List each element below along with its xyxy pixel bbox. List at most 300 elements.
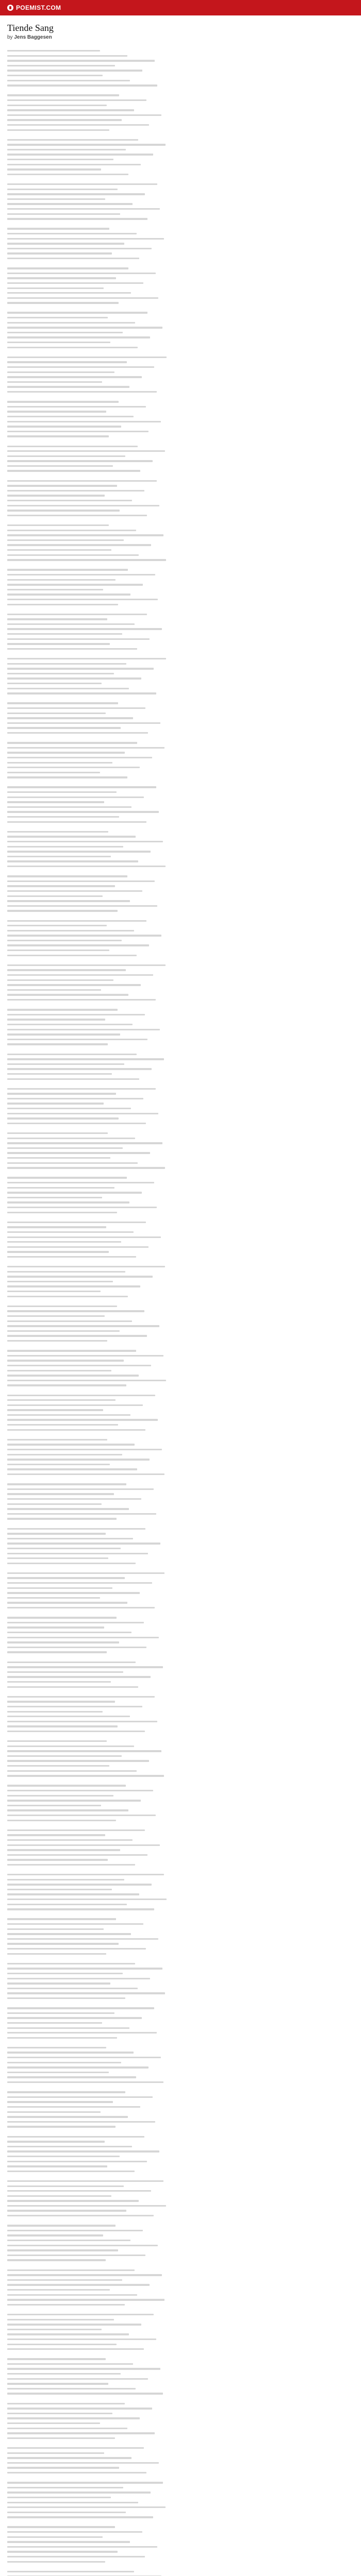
poem-stanza bbox=[7, 182, 354, 222]
poem-line-text-placeholder bbox=[7, 84, 157, 86]
poem-line-text-placeholder bbox=[7, 2091, 125, 2093]
poem-line bbox=[7, 681, 354, 686]
poem-line bbox=[7, 271, 354, 276]
poem-stanza bbox=[7, 2312, 354, 2352]
poem-line bbox=[7, 815, 354, 820]
poem-line-text-placeholder bbox=[7, 1201, 129, 1203]
poem-line bbox=[7, 2465, 354, 2470]
poem-line-text-placeholder bbox=[7, 1162, 138, 1164]
poem-line bbox=[7, 1600, 354, 1605]
poem-line-text-placeholder bbox=[7, 2195, 111, 2197]
poem-line bbox=[7, 1813, 354, 1818]
poem-line-text-placeholder bbox=[7, 2240, 130, 2241]
poem-stanza bbox=[7, 1131, 354, 1171]
poem-stanza bbox=[7, 1828, 354, 1868]
poem-stanza bbox=[7, 523, 354, 563]
poem-line-text-placeholder bbox=[7, 1147, 123, 1149]
poem-line bbox=[7, 1892, 354, 1897]
poem-line bbox=[7, 78, 354, 83]
poem-line-text-placeholder bbox=[7, 1271, 125, 1273]
poem-line bbox=[7, 187, 354, 192]
poem-line bbox=[7, 296, 354, 301]
poem-line bbox=[7, 384, 354, 389]
poem-line-text-placeholder bbox=[7, 2428, 127, 2429]
poem-line-text-placeholder bbox=[7, 2536, 103, 2538]
poem-line bbox=[7, 1971, 354, 1976]
poem-line bbox=[7, 1783, 354, 1788]
poem-line-text-placeholder bbox=[7, 2393, 163, 2394]
poem-line bbox=[7, 98, 354, 103]
poem-line-text-placeholder bbox=[7, 213, 120, 215]
poem-line-text-placeholder bbox=[7, 2269, 135, 2271]
poem-line-text-placeholder bbox=[7, 2101, 113, 2103]
poem-line-text-placeholder bbox=[7, 1548, 121, 1549]
poem-line bbox=[7, 745, 354, 751]
poem-line-text-placeholder bbox=[7, 2284, 150, 2285]
poem-line-text-placeholder bbox=[7, 994, 128, 995]
poem-line bbox=[7, 1422, 354, 1428]
poem-line-text-placeholder bbox=[7, 129, 109, 131]
poem-line bbox=[7, 236, 354, 242]
poem-line-text-placeholder bbox=[7, 2437, 115, 2439]
poem-line bbox=[7, 207, 354, 212]
poem-stanza bbox=[7, 1660, 354, 1690]
poem-line-text-placeholder bbox=[7, 1073, 112, 1075]
poem-line-text-placeholder bbox=[7, 866, 166, 867]
poem-line-text-placeholder bbox=[7, 1533, 106, 1534]
poem-line bbox=[7, 953, 354, 958]
poem-line bbox=[7, 533, 354, 538]
poem-line bbox=[7, 1620, 354, 1625]
poem-line bbox=[7, 2302, 354, 2308]
poem-line-text-placeholder bbox=[7, 604, 118, 605]
poem-line bbox=[7, 464, 354, 469]
poem-line-text-placeholder bbox=[7, 80, 130, 81]
poem-line bbox=[7, 2070, 354, 2075]
poem-line-text-placeholder bbox=[7, 841, 163, 842]
poem-line bbox=[7, 992, 354, 997]
poem-line bbox=[7, 2159, 354, 2164]
poem-line-text-placeholder bbox=[7, 851, 151, 852]
poem-line-text-placeholder bbox=[7, 174, 128, 175]
poem-line-text-placeholder bbox=[7, 366, 154, 368]
poem-line-text-placeholder bbox=[7, 1557, 108, 1559]
poem-line bbox=[7, 1116, 354, 1121]
poem-line bbox=[7, 1931, 354, 1937]
poem-line bbox=[7, 1333, 354, 1338]
poem-line bbox=[7, 212, 354, 217]
poem-line-text-placeholder bbox=[7, 717, 133, 719]
poem-line-text-placeholder bbox=[7, 1632, 132, 1633]
poem-line-text-placeholder bbox=[7, 683, 102, 684]
poem-line-text-placeholder bbox=[7, 2072, 109, 2073]
poem-line-text-placeholder bbox=[7, 2076, 136, 2078]
poem-line-text-placeholder bbox=[7, 1617, 117, 1618]
poem-line-text-placeholder bbox=[7, 1839, 133, 1841]
poem-line bbox=[7, 375, 354, 380]
poem-stanza bbox=[7, 1393, 354, 1433]
poem-line-text-placeholder bbox=[7, 1503, 102, 1505]
poem-line-text-placeholder bbox=[7, 277, 116, 279]
poem-line-text-placeholder bbox=[7, 979, 113, 981]
poem-line bbox=[7, 2273, 354, 2278]
poem-line bbox=[7, 2381, 354, 2386]
poem-line-text-placeholder bbox=[7, 2333, 129, 2335]
poem-line-text-placeholder bbox=[7, 569, 128, 570]
poem-line bbox=[7, 370, 354, 375]
poem-line-text-placeholder bbox=[7, 1058, 164, 1060]
poem-line-text-placeholder bbox=[7, 1893, 139, 1895]
poem-stanza bbox=[7, 1304, 354, 1344]
poem-line bbox=[7, 928, 354, 934]
poem-line-text-placeholder bbox=[7, 1370, 111, 1371]
poem-line-text-placeholder bbox=[7, 287, 104, 289]
poem-line-text-placeholder bbox=[7, 1404, 143, 1406]
poem-line bbox=[7, 1373, 354, 1378]
poem-line-text-placeholder bbox=[7, 2185, 124, 2187]
poem-line-text-placeholder bbox=[7, 2032, 157, 2033]
poem-line bbox=[7, 1413, 354, 1418]
poem-line-text-placeholder bbox=[7, 1884, 152, 1885]
poem-line-text-placeholder bbox=[7, 742, 137, 743]
poem-line-text-placeholder bbox=[7, 1236, 161, 1238]
poem-line bbox=[7, 1862, 354, 1868]
poem-line bbox=[7, 938, 354, 943]
poem-line-text-placeholder bbox=[7, 1800, 141, 1801]
poem-line bbox=[7, 2337, 354, 2342]
poem-line-text-placeholder bbox=[7, 470, 140, 471]
poem-line-text-placeholder bbox=[7, 347, 138, 348]
poem-line-text-placeholder bbox=[7, 2022, 102, 2024]
poem-line bbox=[7, 157, 354, 162]
poem-line-text-placeholder bbox=[7, 203, 133, 205]
poem-line-text-placeholder bbox=[7, 831, 108, 833]
poem-line bbox=[7, 711, 354, 716]
poem-line bbox=[7, 1032, 354, 1037]
poem-line-text-placeholder bbox=[7, 297, 158, 299]
poem-line bbox=[7, 587, 354, 592]
poem-line bbox=[7, 380, 354, 385]
poem-line bbox=[7, 637, 354, 642]
poem-line bbox=[7, 1922, 354, 1927]
poem-line bbox=[7, 1843, 354, 1848]
poem-line-text-placeholder bbox=[7, 1696, 155, 1698]
poem-stanza bbox=[7, 567, 354, 607]
poem-line-text-placeholder bbox=[7, 460, 153, 462]
poem-line-text-placeholder bbox=[7, 1553, 148, 1554]
poem-line-text-placeholder bbox=[7, 2487, 123, 2488]
poem-line bbox=[7, 1309, 354, 1314]
poem-line bbox=[7, 1324, 354, 1329]
poem-line-text-placeholder bbox=[7, 1538, 133, 1539]
poem-line bbox=[7, 2021, 354, 2026]
poem-line-text-placeholder bbox=[7, 2096, 153, 2098]
poem-line bbox=[7, 1482, 354, 1487]
poem-line-text-placeholder bbox=[7, 2368, 160, 2369]
poem-line bbox=[7, 2169, 354, 2174]
poem-line bbox=[7, 2327, 354, 2332]
poem-line-text-placeholder bbox=[7, 2482, 163, 2483]
poem-line-text-placeholder bbox=[7, 668, 154, 669]
poem-line-text-placeholder bbox=[7, 2116, 128, 2117]
poem-line bbox=[7, 2164, 354, 2169]
poem-line-text-placeholder bbox=[7, 159, 113, 160]
poem-line bbox=[7, 943, 354, 948]
poem-line bbox=[7, 933, 354, 938]
poem-line bbox=[7, 2198, 354, 2204]
poem-line bbox=[7, 330, 354, 335]
poem-line-text-placeholder bbox=[7, 1207, 157, 1208]
poem-line bbox=[7, 770, 354, 775]
poem-line-text-placeholder bbox=[7, 2066, 149, 2068]
poem-stanza bbox=[7, 2524, 354, 2564]
poem-line-text-placeholder bbox=[7, 65, 115, 66]
poem-line bbox=[7, 1828, 354, 1833]
poem-line bbox=[7, 528, 354, 533]
poem-line-text-placeholder bbox=[7, 386, 129, 387]
poem-line-text-placeholder bbox=[7, 1978, 150, 1979]
poem-line-text-placeholder bbox=[7, 1449, 162, 1450]
poem-line-text-placeholder bbox=[7, 1602, 127, 1603]
poem-line bbox=[7, 172, 354, 177]
poem-line bbox=[7, 2179, 354, 2184]
poem-line-text-placeholder bbox=[7, 1508, 129, 1510]
poem-line bbox=[7, 1007, 354, 1012]
poem-line-text-placeholder bbox=[7, 317, 108, 318]
poem-line-text-placeholder bbox=[7, 233, 137, 234]
poem-line-text-placeholder bbox=[7, 1805, 101, 1806]
poem-line bbox=[7, 795, 354, 800]
poem-line-text-placeholder bbox=[7, 752, 125, 753]
poem-line bbox=[7, 1512, 354, 1517]
poem-line-text-placeholder bbox=[7, 1820, 116, 1821]
poem-line bbox=[7, 1556, 354, 1561]
poem-line-text-placeholder bbox=[7, 2037, 117, 2039]
poem-line bbox=[7, 1729, 354, 1734]
poem-line bbox=[7, 167, 354, 172]
poem-line bbox=[7, 488, 354, 494]
poem-line-text-placeholder bbox=[7, 208, 160, 210]
poem-line bbox=[7, 404, 354, 410]
poem-stanza bbox=[7, 1437, 354, 1477]
poem-line-text-placeholder bbox=[7, 964, 166, 966]
poem-author-link[interactable]: Jens Baggesen bbox=[14, 35, 52, 40]
poem-line-text-placeholder bbox=[7, 1829, 145, 1831]
poem-stanza bbox=[7, 93, 354, 132]
poem-line-text-placeholder bbox=[7, 1014, 145, 1015]
poem-line bbox=[7, 1699, 354, 1704]
poem-line-text-placeholder bbox=[7, 2492, 151, 2493]
poem-line bbox=[7, 523, 354, 528]
poem-line-text-placeholder bbox=[7, 1395, 155, 1396]
poem-line bbox=[7, 2436, 354, 2441]
poem-line-text-placeholder bbox=[7, 435, 109, 437]
poem-line bbox=[7, 691, 354, 696]
poem-line-text-placeholder bbox=[7, 1938, 158, 1940]
poem-line bbox=[7, 2322, 354, 2327]
poem-line bbox=[7, 182, 354, 187]
poem-line-text-placeholder bbox=[7, 1498, 141, 1500]
poem-line bbox=[7, 103, 354, 108]
poem-line bbox=[7, 162, 354, 167]
poem-page bbox=[0, 15, 361, 2576]
poem-line-text-placeholder bbox=[7, 357, 167, 358]
poem-line bbox=[7, 2377, 354, 2382]
poem-line-text-placeholder bbox=[7, 846, 123, 848]
poem-line-text-placeholder bbox=[7, 2081, 163, 2083]
poem-stanza bbox=[7, 1783, 354, 1823]
site-logo[interactable] bbox=[7, 4, 61, 11]
poem-line-text-placeholder bbox=[7, 1844, 160, 1846]
poem-line-text-placeholder bbox=[7, 2506, 166, 2508]
poem-stanza bbox=[7, 266, 354, 306]
poem-line bbox=[7, 113, 354, 118]
poem-line bbox=[7, 2006, 354, 2011]
poem-line bbox=[7, 1917, 354, 1922]
poem-line-text-placeholder bbox=[7, 1088, 156, 1090]
poem-line bbox=[7, 1764, 354, 1769]
poem-line bbox=[7, 1590, 354, 1596]
poem-line bbox=[7, 1274, 354, 1279]
poem-line bbox=[7, 2347, 354, 2352]
poem-line-text-placeholder bbox=[7, 1587, 112, 1589]
poem-line bbox=[7, 1348, 354, 1353]
poem-line-text-placeholder bbox=[7, 55, 127, 57]
poem-line-text-placeholder bbox=[7, 599, 158, 600]
poem-stanza bbox=[7, 2480, 354, 2520]
poem-line bbox=[7, 1902, 354, 1907]
poem-line-text-placeholder bbox=[7, 302, 119, 303]
poem-line-text-placeholder bbox=[7, 144, 166, 145]
poem-line bbox=[7, 755, 354, 760]
poem-line-text-placeholder bbox=[7, 2190, 151, 2192]
poem-line-text-placeholder bbox=[7, 1597, 100, 1599]
poem-line-text-placeholder bbox=[7, 969, 126, 971]
poem-line bbox=[7, 286, 354, 291]
poem-line bbox=[7, 1758, 354, 1764]
poem-line bbox=[7, 1788, 354, 1793]
poem-line bbox=[7, 1635, 354, 1640]
poem-line-text-placeholder bbox=[7, 2388, 136, 2389]
poem-line bbox=[7, 2312, 354, 2317]
poem-line-text-placeholder bbox=[7, 544, 151, 546]
poem-line bbox=[7, 340, 354, 345]
poem-line bbox=[7, 750, 354, 755]
poem-line-text-placeholder bbox=[7, 677, 141, 679]
poem-line-text-placeholder bbox=[7, 1429, 145, 1431]
poem-line bbox=[7, 1630, 354, 1635]
poem-line bbox=[7, 1150, 354, 1156]
poem-line bbox=[7, 325, 354, 330]
poem-line-text-placeholder bbox=[7, 1488, 154, 1490]
poem-line bbox=[7, 1264, 354, 1269]
poem-line-text-placeholder bbox=[7, 1266, 165, 1267]
poem-stanza bbox=[7, 919, 354, 958]
poem-line-text-placeholder bbox=[7, 920, 146, 922]
poem-line bbox=[7, 1581, 354, 1586]
poem-line-text-placeholder bbox=[7, 2210, 126, 2211]
poem-line bbox=[7, 1941, 354, 1946]
poem-line bbox=[7, 1072, 354, 1077]
poem-stanza bbox=[7, 1694, 354, 1734]
poem-line-text-placeholder bbox=[7, 282, 143, 284]
poem-line-text-placeholder bbox=[7, 1182, 154, 1183]
poem-line-text-placeholder bbox=[7, 2344, 117, 2345]
poem-line-text-placeholder bbox=[7, 2502, 138, 2503]
poem-line bbox=[7, 2490, 354, 2495]
poem-line-text-placeholder bbox=[7, 2017, 142, 2019]
poem-line bbox=[7, 988, 354, 993]
poem-line bbox=[7, 2530, 354, 2535]
poem-line bbox=[7, 1022, 354, 1027]
poem-line bbox=[7, 1798, 354, 1803]
poem-line bbox=[7, 1017, 354, 1022]
poem-line-text-placeholder bbox=[7, 1142, 162, 1144]
poem-line bbox=[7, 1329, 354, 1334]
poem-line bbox=[7, 2574, 354, 2576]
poem-line-text-placeholder bbox=[7, 722, 160, 724]
poem-line-text-placeholder bbox=[7, 342, 110, 343]
poem-line-text-placeholder bbox=[7, 2541, 130, 2543]
poem-line bbox=[7, 701, 354, 706]
poem-line bbox=[7, 1571, 354, 1576]
poem-line-text-placeholder bbox=[7, 2171, 135, 2172]
poem-line-text-placeholder bbox=[7, 371, 114, 373]
poem-line bbox=[7, 1210, 354, 1215]
poem-line bbox=[7, 2569, 354, 2574]
poem-line bbox=[7, 1575, 354, 1581]
poem-line-text-placeholder bbox=[7, 1246, 149, 1248]
poem-line bbox=[7, 2287, 354, 2293]
poem-line bbox=[7, 557, 354, 563]
poem-line bbox=[7, 2282, 354, 2287]
poem-line bbox=[7, 2065, 354, 2070]
poem-line-text-placeholder bbox=[7, 2180, 163, 2182]
poem-line bbox=[7, 197, 354, 202]
poem-line bbox=[7, 725, 354, 731]
poem-line-text-placeholder bbox=[7, 1854, 147, 1856]
poem-line bbox=[7, 226, 354, 231]
poem-line bbox=[7, 1037, 354, 1042]
poem-line bbox=[7, 1096, 354, 1101]
poem-line bbox=[7, 1255, 354, 1260]
poem-line-text-placeholder bbox=[7, 1513, 156, 1515]
poem-line bbox=[7, 2421, 354, 2426]
poem-line-text-placeholder bbox=[7, 1859, 108, 1860]
poem-line bbox=[7, 2401, 354, 2406]
poem-line bbox=[7, 449, 354, 454]
poem-line-text-placeholder bbox=[7, 944, 149, 946]
poem-line bbox=[7, 582, 354, 587]
poem-line-text-placeholder bbox=[7, 292, 131, 294]
poem-stanza bbox=[7, 1615, 354, 1655]
poem-line bbox=[7, 2554, 354, 2560]
poem-line-text-placeholder bbox=[7, 193, 145, 195]
poem-line bbox=[7, 1062, 354, 1067]
poem-line bbox=[7, 775, 354, 780]
poem-line bbox=[7, 2154, 354, 2159]
poem-line bbox=[7, 216, 354, 222]
poem-line bbox=[7, 2105, 354, 2110]
poem-line-text-placeholder bbox=[7, 1874, 164, 1875]
poem-line bbox=[7, 1249, 354, 1255]
poem-line-text-placeholder bbox=[7, 322, 135, 324]
poem-line-text-placeholder bbox=[7, 757, 152, 758]
poem-stanza bbox=[7, 2006, 354, 2040]
poem-line bbox=[7, 2297, 354, 2302]
poem-line-text-placeholder bbox=[7, 2546, 157, 2548]
poem-line bbox=[7, 1719, 354, 1724]
